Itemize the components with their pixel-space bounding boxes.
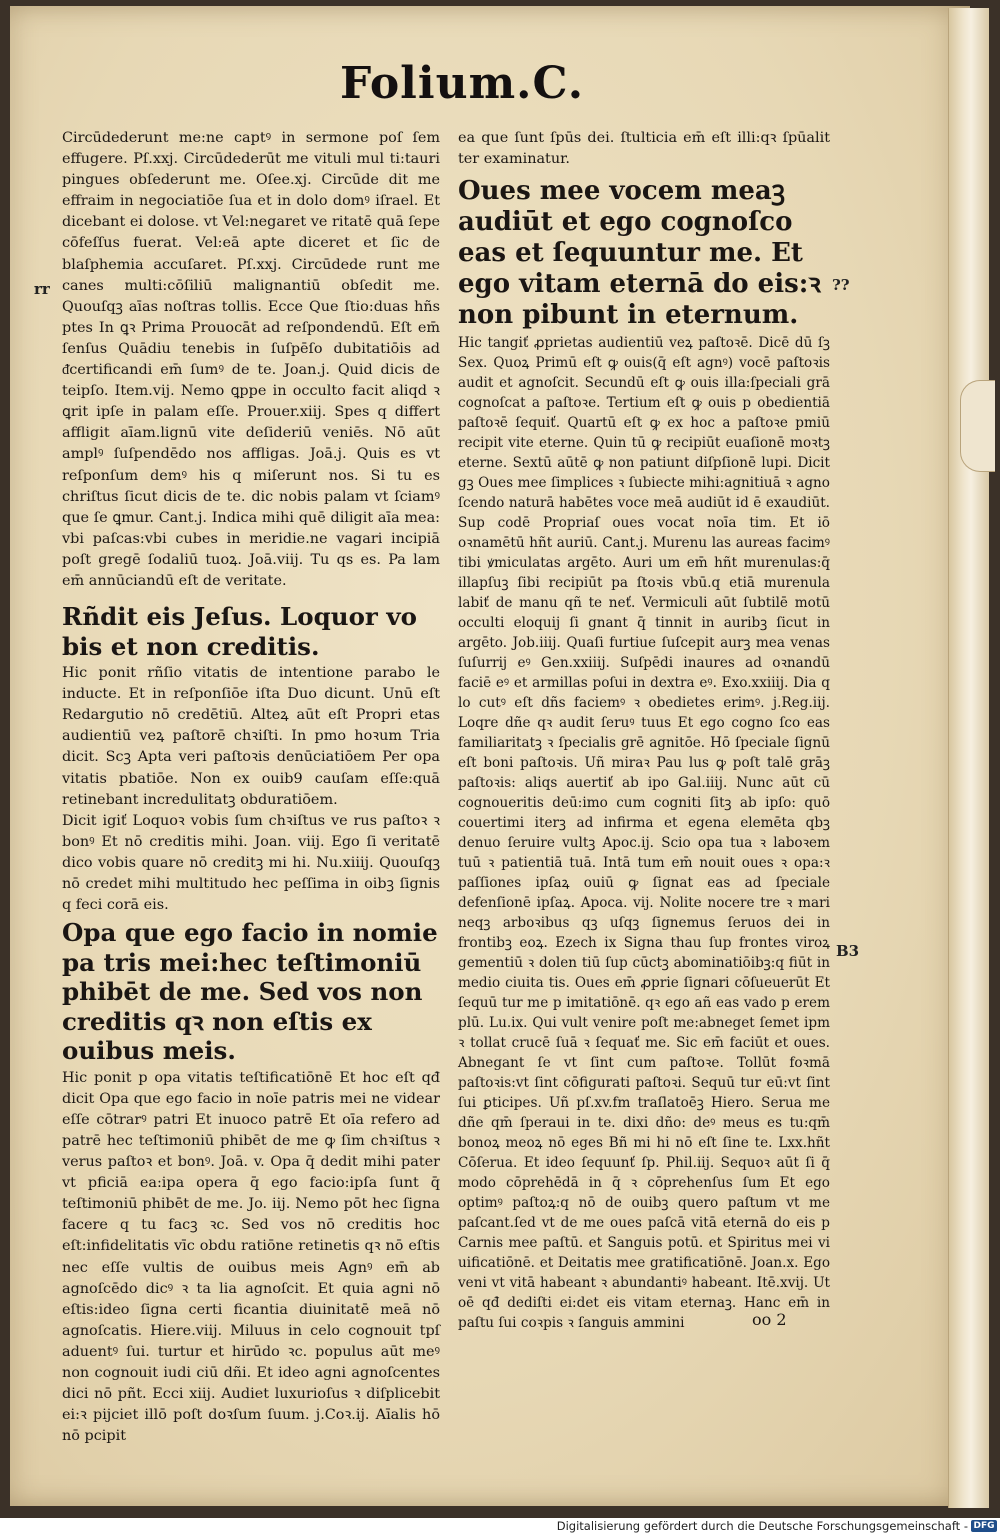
footer-bar xyxy=(0,1518,1000,1535)
left-lemma-1: Rñdit eis Jeſus. Loquor vo bis et non creditis. xyxy=(62,602,417,661)
thumb-tab xyxy=(960,380,995,472)
margin-mark-left: rr xyxy=(34,280,50,298)
signature-mark: oo 2 xyxy=(752,1310,787,1329)
left-paragraph-4: Hic ponit p opa vitatis teſtificatiōnē Et hoc eſt qđ dicit Opa que ego facio in noīe patris mei ne videar eſſe cōtrarꝰ patri Et inuoco patrē Et oīa refero ad patrē hec teſtimoniū phibēt de me ꝙ ſim chꝛiſtus ꝛ verus paſtoꝛ et bonꝰ. Joā. v. Opa q̄ dedit mihi pater vt pficiā ea:ipa opera q̄ ego facio:ipſa ſunt q̄ teſtimoniū phibēt de me. Jo. iij. Nemo pōt hec ſigna facere q tu facꝫ ꝛc. Sed vos nō creditis hoc eſt:infidelitatis vīc obdu ratiōne retinetis qꝛ nō eſtis nec eſſe vultis de ouibus meis Agnꝰ em̄ ab agnoſcēdo dicꝰ ꝛ ta lia agnoſcit. Et quia agni nō eſtis:ideo ſigna certi ficantia diuinitatē meā nō agnoſcatis. Hiere.viij. Miluus in celo cognouit tpſ aduentꝰ ſui. turtur et hirūdo ꝛc. populus aūt meꝰ non cognouit iudi ciū dñi. Et ideo agni agnoſcentes dici nō pñt. Ecci xiij. Audiet luxurioſus ꝛ diſplicebit ei:ꝛ pijciet illō poſt doꝛſum ſuum. j.Coꝛ.ij. Aīalis hō nō pcipit xyxy=(62,1069,440,1445)
page-fore-edge xyxy=(948,8,989,1508)
left-lemma-2: Opa que ego facio in nomie pa tris mei:hec teſtimoniū phibēt de me. Sed vos non creditis qꝛ non eſtis ex ouibus meis. xyxy=(62,918,438,1066)
margin-mark-right-top: ?? xyxy=(832,276,850,294)
folio-heading: Folium.C. xyxy=(340,58,585,109)
funding-notice: Digitalisierung gefördert durch die Deutsche Forschungsgemeinschaft - xyxy=(556,1519,968,1533)
left-paragraph-3: Dicit igiť Loquoꝛ vobis ſum chꝛiſtus ve rus paſtoꝛ ꝛ bonꝰ Et nō creditis mihi. Joan. viij. Ego ſi veritatē dico vobis quare nō creditꝫ mi hi. Nu.xiiij. Quouſqꝫ nō credet mihi multitudo hec peſſima in oibꝫ ſignis q feci corā eis. xyxy=(62,812,440,914)
left-column xyxy=(62,128,440,1447)
left-paragraph-2: Hic ponit rñſio vitatis de intentione parabo le inducte. Et in reſponſiōe iſta Duo dicunt. Unū eſt Redargutio nō credētiū. Alteꝝ aūt eſt Propri etas audientiū veꝝ paſtorē chꝛiſti. In pmo hoꝛum Tria dicit. Scꝫ Apta veri paſtoꝛis denūciatiōem Per opa vitatis pbatiōe. Non ex ouib9 cauſam eſſe:quā retinebant incredulitatꝫ obduratiōem. xyxy=(62,665,440,808)
dfg-logo: DFG xyxy=(971,1520,997,1532)
margin-mark-right-mid: B3 xyxy=(836,942,860,960)
left-paragraph-1: Circūdederunt me:ne captꝰ in sermone poſ ſem effugere. Pſ.xxj. Circūdederūt me vituli mul ti:tauri pingues obſederunt me. Oſee.xj. Circūde dit me effraim in negociatiōe ſua et in dolo domꝰ iſrael. Et dicebant ei dolose. vt Vel:negaret ve ritatē quā ſepe cōfeſſus fuerat. Vel:eā apte diceret et ſic de blaſphemia accuſaret. Pſ.xxj. Circūdede runt me canes multi:cōſiliū malignantiū obſedit me. Quouſqꝫ aīas noſtras tollis. Ecce Que ſtio:duas hñs ptes In ꝗꝛ Prima Prouocāt ad reſpondendū. Eſt em̄ ſenſus Quādiu tenebis in ſuſpēſo dubitatiōis ad ᵭcertificandi em̄ ſumꝰ de te. Joan.j. Quid dicis de teipſo. Item.vij. Nemo ꝗppe in occulto facit aliqd ꝛ ꝗrit ipſe in palam eſſe. Prouer.xiij. Spes q differt affligit aīam.lignū vite deſideriū veniēs. Nō aūt amplꝰ ſuſpendēdo nos affligas. Joā.j. Quis es vt reſponſum demꝰ his q miſerunt nos. Si tu es chriſtus ſicut dicis de te. dic nobis palam vt ſciamꝰ que ſe ꝗmur. Cant.j. Indica mihi quē diligit aīa mea: vbi paſcas:vbi cubes in meridie.ne vagari incipiā poſt gregē ſodaliū tuoꝝ. Joā.viij. Tu qs es. Pa lam em̄ annūciandū eſt de veritate. xyxy=(62,130,440,589)
right-lemma-1: Oues mee vocem meaꝫ audiūt et ego cognoſco eas et ſequuntur me. Et ego vitam eternā do eis:ꝛ non pibunt in eternum. xyxy=(458,176,821,331)
right-paragraph-2: Hic tangiť ꝓprietas audientiū veꝝ paſtoꝛē. Dicē dū ſꝫ Sex. Quoꝝ Primū eſt ꝙ ouis(q̄ eſt agnꝰ) vocē paſtoꝛis audit et agnoſcit. Secundū eſt ꝙ ouis illa:ſpeciali grā cognoſcat a paſtoꝛe. Tertium eſt ꝙ ouis p obedientiā paſtoꝛē ſequiť. Quartū eſt ꝙ ex hoc a paſtoꝛe pmiū recipit vite eterne. Quin tū ꝙ recipiūt euaſionē moꝛtꝫ eterne. Sextū aūtē ꝙ non patiunt diſpſionē lupi. Dicit gꝫ Oues mee ſimplices ꝛ ſubiecte mihi:agnitiuā ꝛ agno ſcendo naturā habētes voce meā audiūt id ē exaudiūt. Sup codē Propriaſ oues vocat noīa tim. Et iō oꝛnamētū hñt auriū. Cant.j. Murenu las aureas facimꝰ tibi ꝟmiculatas argēto. Auri um em̄ hñt murenulas:q̄ illapſuꝫ ſibi recipiūt pa ſtoꝛis vbū.q etiā murenula labiť de manu qñ te neť. Vermiculi aūt ſubtilē motū occulti eloquij ſi gnant q̄ tinnit in auribꝫ ſicut in argēto. Job.iiij. Quaſi furtiue ſuſcepit aurꝫ mea venas ſuſurrij eꝰ Gen.xxiiij. Suſpēdi inaures ad oꝛnandū faciē eꝰ et armillas poſui in dextra eꝰ. Exo.xxiiij. Dia q lo cutꝰ eſt dñs faciemꝰ ꝛ obedietes erimꝰ. j.Reg.iij. Loqre dñe qꝛ audit ſeruꝰ tuus Et ego cogno ſco eas familiaritatꝫ ꝛ ſpecialis grē agnitōe. Hō ſpeciale ſignū eſt boni paſtoꝛis. Uñ miraꝛ Pau lus ꝙ poſt talē grāꝫ paſtoꝛis: aliqs auertiť ab ipo Gal.iiij. Nunc aūt cū cognoueritis deū:imo cum cogniti ſitꝫ ab ipſo: quō couertimi iterꝫ ad infirma et egena elemēta qbꝫ denuo ſeruire vultꝫ Apoc.ij. Scio opa tua ꝛ laboꝛem tuū ꝛ patientiā tuā. Intā tum em̄ nouit oues ꝛ opa:ꝛ paſſiones ipſaꝝ ouiū ꝙ ſignat eas ad ſpeciale defenſionē ipſaꝝ. Apoca. vij. Nolite nocere tre ꝛ mari neqꝫ arboꝛibus qꝫ uſqꝫ ſignemus ſeruos dei in frontibꝫ eoꝝ. Ezech ix Signa thau ſup frontes viroꝝ gementiū ꝛ dolen tiū ſup cūctꝫ abominatiōibꝫ:q fiūt in medio ciuita tis. Oues em̄ ꝓprie ſignari cōſueuerūt Et ſequū tur me p imitatiōnē. qꝛ ego añ eas vado p erem plū. Lu.ix. Qui vult venire poſt me:abneget ſemet ipm ꝛ tollat crucē ſuā ꝛ ſequať me. Sic em̄ faciūt et oues. Abnegant ſe vt ſint cum paſtoꝛe. Tollūt foꝛmā paſtoꝛis:vt ſint cōfigurati paſtoꝛi. Sequū tur eū:vt ſint ſui ꝑticipes. Uñ pſ.xv.fm traſlatoēꝫ Hiero. Serua me dñe qm̄ ſperaui in te. dixi dño: deꝰ meus es tu:qm̄ bonoꝝ meoꝝ nō eges Bñ mi hi nō eſt ſine te. Lxx.hñt Cōſerua. Et ideo ſequunť ſp. Phil.iij. Sequoꝛ aūt ſi q̄ modo cōprehēdā in q̄ ꝛ cōprehenſus ſum Et ego optimꝰ paſtoꝝ:q nō de ouibꝫ quero paſtum vt me paſcant.ſed vt de me oues paſcā vitā eternā do eis p Carnis mee paſtū. et Sanguis potū. et Spiritus mei vi uificatiōnē. et Deitatis mee gratificatiōnē. Joan.x. Ego veni vt vitā habeant ꝛ abundantiꝰ habeant. Itē.xvij. Ut oē qđ dediſti ei:det eis vitam eternaꝫ. Hanc em̄ in paſtu ſui coꝛpis ꝛ ſanguis ammini xyxy=(458,335,830,1332)
right-paragraph-1: ea que ſunt ſpūs dei. ſtulticia em̄ eſt illi:qꝛ ſpūalit ter examinatur. xyxy=(458,130,830,168)
right-column xyxy=(458,128,830,1333)
